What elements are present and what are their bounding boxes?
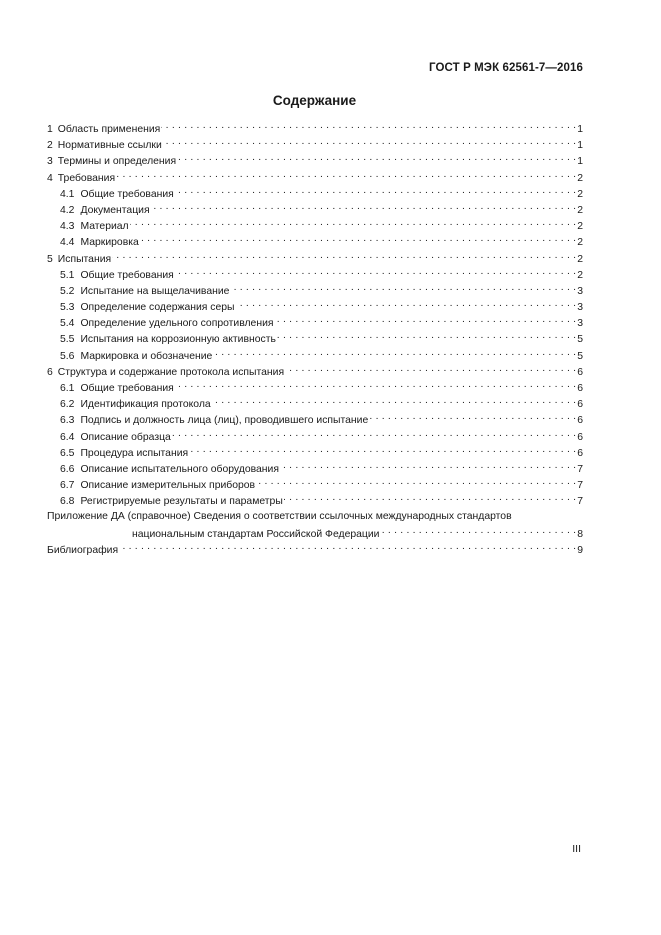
- dot-leader: [119, 541, 576, 553]
- dot-leader: [285, 363, 576, 375]
- toc-entry-6-3[interactable]: [47, 411, 583, 427]
- toc-entry-6[interactable]: [47, 363, 583, 379]
- toc-entry-6-8[interactable]: [47, 492, 583, 508]
- toc-entry-title: Материал: [80, 221, 129, 233]
- toc-entry-page: 2: [577, 221, 583, 233]
- toc-entry-number: 5.6: [60, 350, 75, 362]
- dot-leader: [189, 444, 576, 456]
- dot-leader: [140, 233, 576, 245]
- dot-leader: [175, 266, 576, 278]
- toc-entry-page: 3: [577, 285, 583, 297]
- toc-entry-page: 6: [577, 399, 583, 411]
- toc-entry-3[interactable]: [47, 152, 583, 168]
- toc-entry-page: 1: [577, 156, 583, 168]
- toc-entry-number: 1: [47, 124, 53, 135]
- dot-leader: [161, 120, 576, 132]
- dot-leader: [177, 152, 576, 164]
- toc-entry-title: Испытание на выщелачивание: [80, 285, 230, 297]
- toc-entry-title: Определение удельного сопротивления: [80, 318, 274, 330]
- toc-entry-page: 5: [577, 350, 583, 362]
- page-title: Содержание: [272, 93, 357, 108]
- dot-leader: [213, 347, 576, 359]
- toc-entry-number: 5.2: [60, 285, 75, 297]
- toc-entry-number: 5.3: [60, 302, 75, 314]
- toc-entry-page: 2: [577, 172, 583, 184]
- toc-entry-page: 2: [577, 237, 583, 249]
- dot-leader: [275, 314, 577, 326]
- toc-entry-page: 3: [577, 302, 583, 314]
- toc-entry-title: Требования: [57, 172, 116, 184]
- dot-leader: [116, 169, 576, 181]
- appendix-title-line1: Приложение ДА (справочное) Сведения о соответствии ссылочных международных стандартов: [47, 510, 512, 522]
- dot-leader: [284, 492, 576, 504]
- dot-leader: [280, 460, 576, 472]
- toc-entry-title: Регистрируемые результаты и параметры: [80, 496, 283, 508]
- toc-entry-title: Область применения: [57, 124, 161, 135]
- toc-entry-appendix[interactable]: [47, 509, 583, 541]
- toc-entry-number: 6.7: [60, 480, 75, 492]
- toc-entry-title: Идентификация протокола: [80, 399, 211, 411]
- toc-entry-page: 3: [577, 318, 583, 330]
- table-of-contents: [47, 120, 583, 557]
- toc-entry-number: 4.3: [60, 221, 75, 233]
- toc-entry-number: 6.6: [60, 463, 75, 475]
- toc-entry-6-7[interactable]: [47, 476, 583, 492]
- toc-entry-number: 3: [47, 156, 53, 168]
- toc-entry-page: 2: [577, 253, 583, 265]
- toc-entry-page: 7: [577, 463, 583, 475]
- toc-entry-5-6[interactable]: [47, 347, 583, 363]
- dot-leader: [230, 282, 576, 294]
- toc-entry-page: 9: [577, 544, 583, 556]
- toc-entry-title: Подпись и должность лица (лиц), проводившего испытание: [80, 415, 369, 427]
- toc-entry-page: 1: [577, 124, 583, 135]
- toc-entry-number: 6.2: [60, 399, 75, 411]
- toc-entry-title: Общие требования: [80, 269, 174, 281]
- toc-entry-number: 6.3: [60, 415, 75, 427]
- toc-entry-number: 6.5: [60, 447, 75, 459]
- dot-leader: [256, 476, 576, 488]
- toc-entry-title: Нормативные ссылки: [57, 140, 162, 152]
- dot-leader: [175, 185, 576, 197]
- toc-entry-5-3[interactable]: [47, 298, 583, 314]
- toc-entry-5-1[interactable]: [47, 266, 583, 282]
- toc-entry-6-5[interactable]: [47, 444, 583, 460]
- toc-entry-page: 2: [577, 188, 583, 200]
- toc-entry-page: 6: [577, 431, 583, 443]
- toc-entry-page: 7: [577, 496, 583, 508]
- toc-entry-2[interactable]: [47, 136, 583, 152]
- toc-entry-page: 8: [577, 528, 583, 540]
- toc-entry-title: Библиография: [47, 544, 119, 556]
- toc-entry-number: 4.1: [60, 188, 75, 200]
- toc-entry-number: 4.2: [60, 204, 75, 216]
- toc-entry-page: 6: [577, 383, 583, 394]
- toc-entry-title: Испытания: [57, 253, 112, 265]
- toc-entry-number: 5.4: [60, 318, 75, 330]
- toc-entry-page: 5: [577, 334, 583, 346]
- toc-entry-page: 6: [577, 447, 583, 459]
- toc-entry-title: Определение содержания серы: [80, 302, 235, 314]
- toc-entry-number: 5: [47, 253, 53, 265]
- toc-entry-title: Описание измерительных приборов: [80, 480, 256, 492]
- toc-entry-5[interactable]: [47, 250, 583, 266]
- toc-entry-title: Маркировка и обозначение: [80, 350, 213, 362]
- toc-entry-page: 6: [577, 415, 583, 427]
- toc-entry-number: 5.5: [60, 334, 75, 346]
- dot-leader: [277, 330, 576, 342]
- dot-leader: [212, 395, 577, 407]
- appendix-title-line2-row: [47, 525, 583, 541]
- toc-entry-number: 5.1: [60, 269, 75, 281]
- toc-entry-6-6[interactable]: [47, 460, 583, 476]
- dot-leader: [369, 411, 576, 423]
- toc-entry-6-2[interactable]: [47, 395, 583, 411]
- appendix-title-line2: национальным стандартам Российской Федерации: [132, 528, 380, 540]
- toc-entry-title: Описание образца: [80, 431, 171, 443]
- toc-entry-title: Маркировка: [80, 237, 139, 249]
- toc-entry-number: 6.8: [60, 496, 75, 508]
- toc-entry-6-4[interactable]: [47, 428, 583, 444]
- toc-entry-number: 6: [47, 366, 53, 378]
- dot-leader: [112, 250, 576, 262]
- toc-entry-title: Описание испытательного оборудования: [80, 463, 279, 475]
- toc-entry-4-4[interactable]: [47, 233, 583, 249]
- toc-entry-title: Испытания на коррозионную активность: [80, 334, 276, 346]
- toc-entry-number: 4: [47, 172, 53, 184]
- dot-leader: [151, 201, 577, 213]
- toc-entry-4-3[interactable]: [47, 217, 583, 233]
- toc-entry-number: 2: [47, 140, 53, 152]
- dot-leader: [380, 525, 576, 537]
- toc-entry-5-4[interactable]: [47, 314, 583, 330]
- toc-entry-6-1[interactable]: [47, 379, 583, 395]
- toc-entry-page: 6: [577, 366, 583, 378]
- toc-entry-title: Термины и определения: [57, 156, 177, 168]
- toc-entry-5-5[interactable]: [47, 330, 583, 346]
- toc-entry-5-2[interactable]: [47, 282, 583, 298]
- dot-leader: [130, 217, 577, 229]
- toc-entry-page: 2: [577, 204, 583, 216]
- document-code-header: ГОСТ Р МЭК 62561-7—2016: [429, 62, 583, 74]
- toc-entry-title: Структура и содержание протокола испытания: [57, 366, 285, 378]
- toc-entry-title: Общие требования: [80, 188, 174, 200]
- toc-entry-page: 2: [577, 269, 583, 281]
- toc-entry-1[interactable]: [47, 120, 583, 136]
- toc-entry-bibliography[interactable]: [47, 541, 583, 557]
- toc-entry-number: 4.4: [60, 237, 75, 249]
- toc-entry-number: 6.4: [60, 431, 75, 443]
- toc-entry-4-1[interactable]: [47, 185, 583, 201]
- toc-entry-page: 7: [577, 480, 583, 492]
- toc-entry-title: Общие требования: [80, 383, 174, 394]
- toc-entry-number: 6.1: [60, 383, 75, 394]
- dot-leader: [163, 136, 576, 148]
- toc-entry-title: Процедура испытания: [80, 447, 189, 459]
- dot-leader: [172, 428, 576, 440]
- dot-leader: [236, 298, 577, 310]
- dot-leader: [175, 379, 576, 391]
- toc-entry-title: Документация: [80, 204, 150, 216]
- toc-entry-page: 1: [577, 140, 583, 152]
- toc-entry-4-2[interactable]: [47, 201, 583, 217]
- page-number: III: [572, 843, 581, 855]
- toc-entry-4[interactable]: [47, 169, 583, 185]
